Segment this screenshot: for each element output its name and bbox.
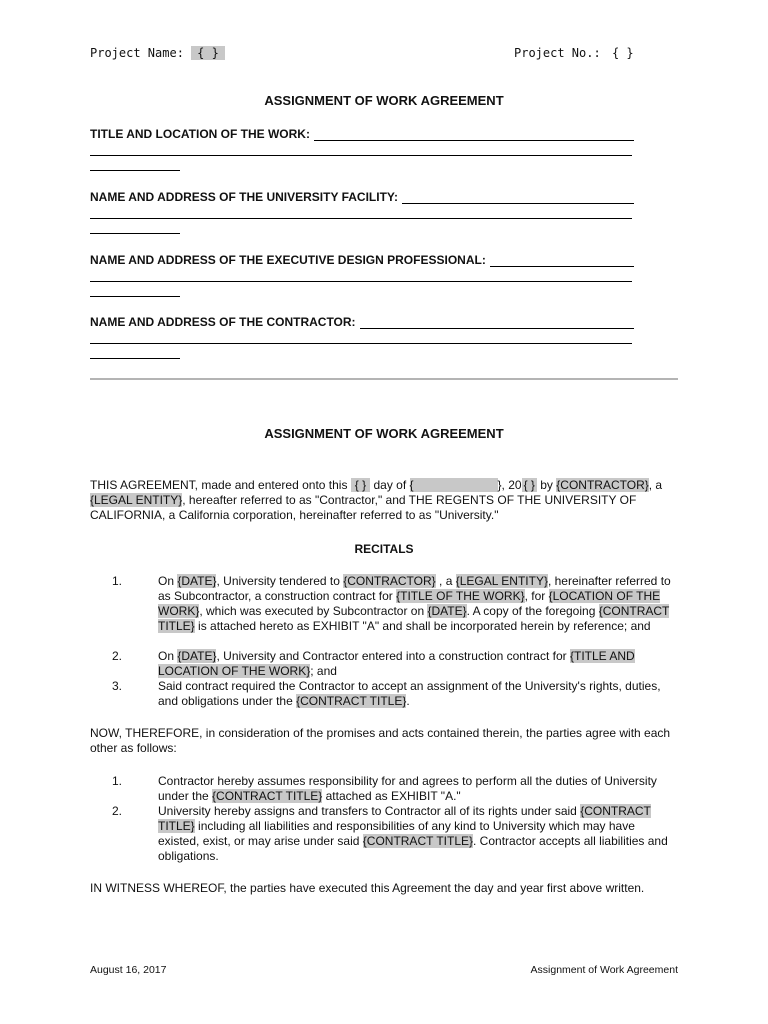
- intro-text: day of: [370, 478, 410, 492]
- field-label: NAME AND ADDRESS OF THE EXECUTIVE DESIGN PROFESSIONAL:: [90, 253, 486, 267]
- term-2: [158, 804, 676, 864]
- text-run: On: [158, 649, 178, 663]
- fill-line[interactable]: [90, 343, 632, 344]
- text-run: , University and Contractor entered into a construction contract for: [216, 649, 570, 663]
- term-1: [158, 774, 676, 804]
- text-run: is attached hereto as EXHIBIT "A" and shall be incorporated herein by reference; and: [194, 619, 651, 633]
- placeholder-field[interactable]: {DATE}: [177, 574, 217, 588]
- recital-3: [158, 679, 676, 709]
- fill-line[interactable]: [90, 218, 632, 219]
- placeholder-field[interactable]: {TITLE AND LOCATION OF THE WORK}: [158, 649, 635, 678]
- placeholder-field[interactable]: {CONTRACTOR}: [343, 574, 436, 588]
- fill-line[interactable]: [90, 358, 180, 359]
- text-run: On: [158, 574, 178, 588]
- recital-1: [158, 574, 676, 634]
- intro-text: }, 20: [497, 478, 522, 492]
- project-name-label: Project Name:: [90, 46, 184, 60]
- fill-line[interactable]: [90, 170, 180, 171]
- cover-title: ASSIGNMENT OF WORK AGREEMENT: [264, 93, 504, 108]
- intro-text: by: [536, 478, 553, 492]
- fill-line[interactable]: [90, 233, 180, 234]
- intro-text: , hereafter referred to as "Contractor," and THE REGENTS OF THE UNIVERSITY OF CALIFORNIA, a California corporation, hereinafter referred to as "University.": [90, 493, 637, 522]
- field-label: NAME AND ADDRESS OF THE UNIVERSITY FACILITY:: [90, 190, 399, 204]
- fill-line[interactable]: [90, 296, 180, 297]
- month-field[interactable]: {: [410, 478, 498, 492]
- text-run: University hereby assigns and transfers to Contractor all of its rights under said: [158, 804, 581, 818]
- field-university-facility: [90, 190, 634, 204]
- placeholder-field[interactable]: {LEGAL ENTITY}: [455, 574, 548, 588]
- placeholder-field[interactable]: {LOCATION OF THE WORK}: [158, 589, 661, 618]
- recitals-heading: RECITALS: [354, 542, 414, 556]
- agreement-title: ASSIGNMENT OF WORK AGREEMENT: [264, 426, 504, 441]
- fill-line[interactable]: [402, 191, 634, 204]
- text-run: .: [406, 694, 410, 708]
- placeholder-field[interactable]: {CONTRACT TITLE}: [296, 694, 407, 708]
- project-name: [90, 46, 225, 60]
- intro-text: , a: [648, 478, 663, 492]
- text-run: attached as EXHIBIT "A.": [322, 789, 461, 803]
- year-field[interactable]: { }: [523, 478, 535, 492]
- placeholder-field[interactable]: {CONTRACT TITLE}: [362, 834, 474, 848]
- text-run: , a: [435, 574, 456, 588]
- recital-2: [158, 649, 676, 679]
- text-run: , University tendered to: [216, 574, 344, 588]
- text-run: , for: [524, 589, 549, 603]
- project-no-field[interactable]: { }: [611, 46, 634, 60]
- fill-line[interactable]: [360, 316, 634, 329]
- recital-number: 3.: [112, 679, 123, 693]
- recital-number: 1.: [112, 574, 123, 588]
- placeholder-field[interactable]: {DATE}: [427, 604, 467, 618]
- text-run: , hereinafter referred to as Subcontractor, a construction contract for: [158, 574, 671, 603]
- fill-line[interactable]: [90, 155, 632, 156]
- field-title-location: [90, 127, 634, 141]
- contractor-field[interactable]: {CONTRACTOR}: [556, 478, 649, 492]
- legal-entity-field[interactable]: {LEGAL ENTITY}: [90, 493, 183, 507]
- placeholder-field[interactable]: {TITLE OF THE WORK}: [396, 589, 525, 603]
- term-number: 1.: [112, 774, 123, 788]
- project-number: [514, 46, 638, 60]
- text-run: including all liabilities and responsibilities of any kind to University which may have existed, exist, or may arise under said: [158, 819, 635, 848]
- text-run: ; and: [310, 664, 337, 678]
- fill-line[interactable]: [90, 281, 632, 282]
- text-run: Said contract required the Contractor to accept an assignment of the University's rights, duties, and obligations under the: [158, 679, 661, 708]
- text-run: . A copy of the foregoing: [466, 604, 599, 618]
- footer-date: August 16, 2017: [90, 964, 167, 976]
- footer-doc-title: Assignment of Work Agreement: [530, 964, 678, 976]
- text-run: . Contractor accepts all liabilities and obligations.: [158, 834, 668, 863]
- text-run: , which was executed by Subcontractor on: [199, 604, 428, 618]
- intro-paragraph: [90, 478, 678, 523]
- placeholder-field[interactable]: {CONTRACT TITLE}: [158, 604, 670, 633]
- placeholder-field[interactable]: {CONTRACT TITLE}: [212, 789, 323, 803]
- project-no-label: Project No.:: [514, 46, 601, 60]
- witness-paragraph: IN WITNESS WHEREOF, the parties have executed this Agreement the day and year first above written.: [90, 881, 645, 895]
- fill-line[interactable]: [490, 254, 634, 267]
- field-label: NAME AND ADDRESS OF THE CONTRACTOR:: [90, 315, 356, 329]
- now-therefore-paragraph: NOW, THEREFORE, in consideration of the promises and acts contained therein, the parties agree with each other as follows:: [90, 726, 671, 755]
- term-number: 2.: [112, 804, 123, 818]
- fill-line[interactable]: [314, 128, 634, 141]
- intro-text: THIS AGREEMENT, made and entered onto this: [90, 478, 351, 492]
- day-field[interactable]: { }: [351, 478, 370, 492]
- field-contractor: [90, 315, 634, 329]
- section-divider: [90, 378, 678, 380]
- project-name-field[interactable]: { }: [191, 46, 225, 60]
- placeholder-field[interactable]: {DATE}: [177, 649, 217, 663]
- field-design-professional: [90, 253, 634, 267]
- field-label: TITLE AND LOCATION OF THE WORK:: [90, 127, 310, 141]
- placeholder-field[interactable]: {CONTRACT TITLE}: [158, 804, 651, 833]
- recital-number: 2.: [112, 649, 123, 663]
- text-run: Contractor hereby assumes responsibility for and agrees to perform all the duties of University under the: [158, 774, 657, 803]
